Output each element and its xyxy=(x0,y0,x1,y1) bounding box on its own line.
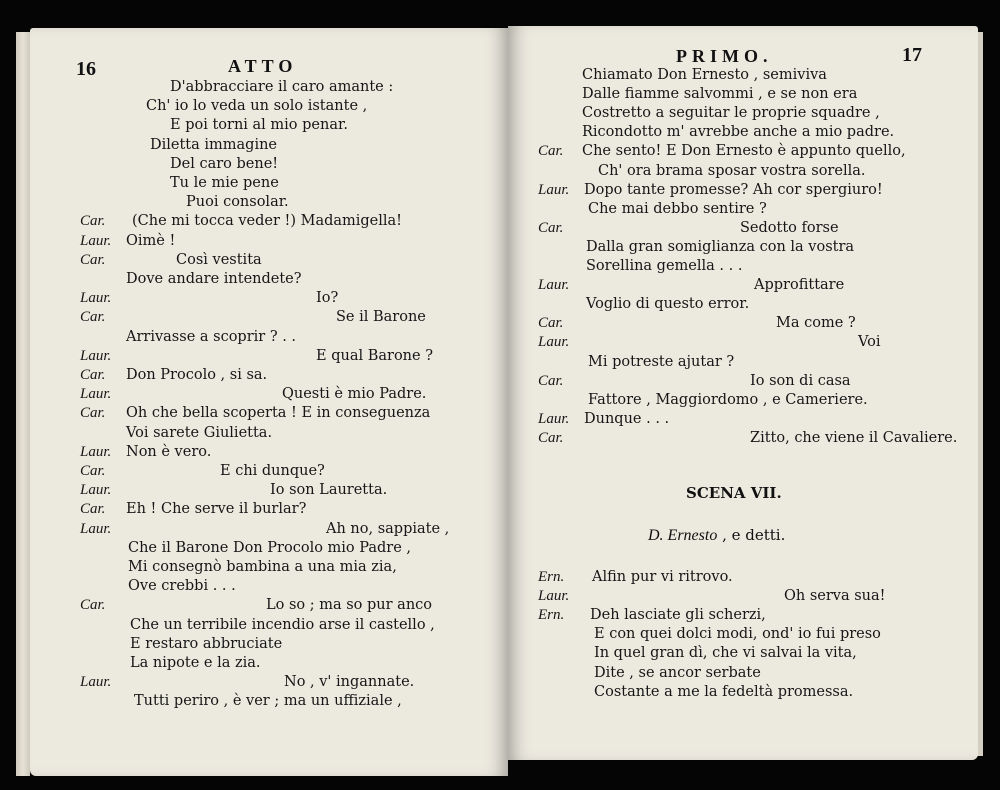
verse-line: Alfin pur vi ritrovo. xyxy=(592,569,733,585)
verse-line: La nipote e la zia. xyxy=(130,655,261,671)
verse-line: Ma come ? xyxy=(776,315,856,331)
verse-line: Costretto a seguitar le proprie squadre , xyxy=(582,105,880,121)
right-page xyxy=(508,26,978,760)
speaker-label: Car. xyxy=(538,430,564,446)
verse-line: Io? xyxy=(316,290,339,306)
speaker-label: Laur. xyxy=(538,182,570,198)
verse-line: Questi è mio Padre. xyxy=(282,386,427,402)
verse-line: Puoi consolar. xyxy=(186,194,289,210)
verse-line: Approfittare xyxy=(754,277,845,293)
verse-line: Voi xyxy=(858,334,881,350)
verse-line: D'abbracciare il caro amante : xyxy=(170,79,394,95)
verse-line: Che il Barone Don Procolo mio Padre , xyxy=(128,540,412,556)
verse-line: Dunque . . . xyxy=(584,411,670,427)
speaker-label: Car. xyxy=(538,315,564,331)
speaker-label: Laur. xyxy=(538,588,570,604)
verse-line: Diletta immagine xyxy=(150,137,278,153)
speaker-label: Laur. xyxy=(80,482,112,498)
speaker-label: Laur. xyxy=(80,348,112,364)
page-number: 16 xyxy=(76,58,96,80)
verse-line: E restaro abbruciate xyxy=(130,636,283,652)
cast-name: D. Ernesto xyxy=(648,527,718,544)
verse-line: In quel gran dì, che vi salvai la vita, xyxy=(594,645,857,661)
verse-line: Tu le mie pene xyxy=(170,175,279,191)
verse-line: E con quei dolci modi, ond' io fui preso xyxy=(594,626,881,642)
verse-line: Ch' ora brama sposar vostra sorella. xyxy=(598,163,866,179)
verse-line: Voglio di questo error. xyxy=(586,296,750,312)
speaker-label: Laur. xyxy=(538,277,570,293)
verse-line: Che mai debbo sentire ? xyxy=(588,201,767,217)
verse-line: E chi dunque? xyxy=(220,463,325,479)
verse-line: Dite , se ancor serbate xyxy=(594,665,761,681)
verse-line: Ove crebbi . . . xyxy=(128,578,236,594)
verse-line: Dove andare intendete? xyxy=(126,271,302,287)
verse-line: Fattore , Maggiordomo , e Cameriere. xyxy=(588,392,868,408)
speaker-label: Car. xyxy=(80,405,106,421)
verse-line: (Che mi tocca veder !) Madamigella! xyxy=(132,213,403,229)
verse-line: Sorellina gemella . . . xyxy=(586,258,743,274)
verse-line: Dalle fiamme salvommi , e se non era xyxy=(582,86,858,102)
scene-cast xyxy=(648,526,785,545)
left-page xyxy=(30,28,508,776)
verse-line: Ricondotto m' avrebbe anche a mio padre. xyxy=(582,124,895,140)
verse-line: Lo so ; ma so pur anco xyxy=(266,597,433,613)
verse-line: Don Procolo , si sa. xyxy=(126,367,268,383)
verse-line: Del caro bene! xyxy=(170,156,279,172)
speaker-label: Ern. xyxy=(538,607,565,623)
verse-line: Deh lasciate gli scherzi, xyxy=(590,607,766,623)
verse-line: Se il Barone xyxy=(336,309,426,325)
verse-line: Oimè ! xyxy=(126,233,176,249)
speaker-label: Car. xyxy=(80,597,106,613)
speaker-label: Car. xyxy=(80,367,106,383)
verse-line: Che un terribile incendio arse il castello , xyxy=(130,617,435,633)
verse-line: Sedotto forse xyxy=(740,220,839,236)
verse-line: No , v' ingannate. xyxy=(284,674,415,690)
verse-line: Ah no, sappiate , xyxy=(326,521,450,537)
speaker-label: Laur. xyxy=(80,521,112,537)
verse-line: Eh ! Che serve il burlar? xyxy=(126,501,307,517)
speaker-label: Car. xyxy=(80,309,106,325)
verse-line: E qual Barone ? xyxy=(316,348,433,364)
verse-line: Tutti periro , è ver ; ma un uffiziale , xyxy=(134,693,402,709)
running-head: ATTO xyxy=(228,56,298,76)
running-head: PRIMO. xyxy=(676,46,773,66)
verse-line: Ch' io lo veda un solo istante , xyxy=(146,98,368,114)
verse-line: Mi consegnò bambina a una mia zia, xyxy=(128,559,397,575)
speaker-label: Car. xyxy=(80,213,106,229)
speaker-label: Laur. xyxy=(80,290,112,306)
verse-line: Oh serva sua! xyxy=(784,588,886,604)
speaker-label: Laur. xyxy=(538,411,570,427)
speaker-label: Car. xyxy=(80,501,106,517)
speaker-label: Laur. xyxy=(538,334,570,350)
verse-line: Io son di casa xyxy=(750,373,851,389)
verse-line: Così vestita xyxy=(176,252,262,268)
verse-line: Oh che bella scoperta ! E in conseguenza xyxy=(126,405,431,421)
speaker-label: Laur. xyxy=(80,444,112,460)
speaker-label: Laur. xyxy=(80,233,112,249)
verse-line: E poi torni al mio penar. xyxy=(170,117,348,133)
verse-line: Dopo tante promesse? Ah cor spergiuro! xyxy=(584,182,883,198)
verse-line: Chiamato Don Ernesto , semiviva xyxy=(582,67,827,83)
speaker-label: Car. xyxy=(538,373,564,389)
page-number: 17 xyxy=(902,44,922,66)
scene-title: SCENA VII. xyxy=(686,484,782,502)
cast-rest: , e detti. xyxy=(717,526,786,544)
verse-line: Non è vero. xyxy=(126,444,212,460)
verse-line: Arrivasse a scoprir ? . . xyxy=(126,329,297,345)
speaker-label: Car. xyxy=(538,220,564,236)
verse-line: Io son Lauretta. xyxy=(270,482,388,498)
speaker-label: Laur. xyxy=(80,674,112,690)
verse-line: Mi potreste ajutar ? xyxy=(588,354,735,370)
speaker-label: Car. xyxy=(80,252,106,268)
verse-line: Costante a me la fedeltà promessa. xyxy=(594,684,854,700)
verse-line: Zitto, che viene il Cavaliere. xyxy=(750,430,958,446)
speaker-label: Laur. xyxy=(80,386,112,402)
speaker-label: Ern. xyxy=(538,569,565,585)
speaker-label: Car. xyxy=(538,143,564,159)
verse-line: Dalla gran somiglianza con la vostra xyxy=(586,239,855,255)
speaker-label: Car. xyxy=(80,463,106,479)
verse-line: Che sento! E Don Ernesto è appunto quello, xyxy=(582,143,906,159)
book-page-edges xyxy=(16,32,30,776)
verse-line: Voi sarete Giulietta. xyxy=(126,425,273,441)
